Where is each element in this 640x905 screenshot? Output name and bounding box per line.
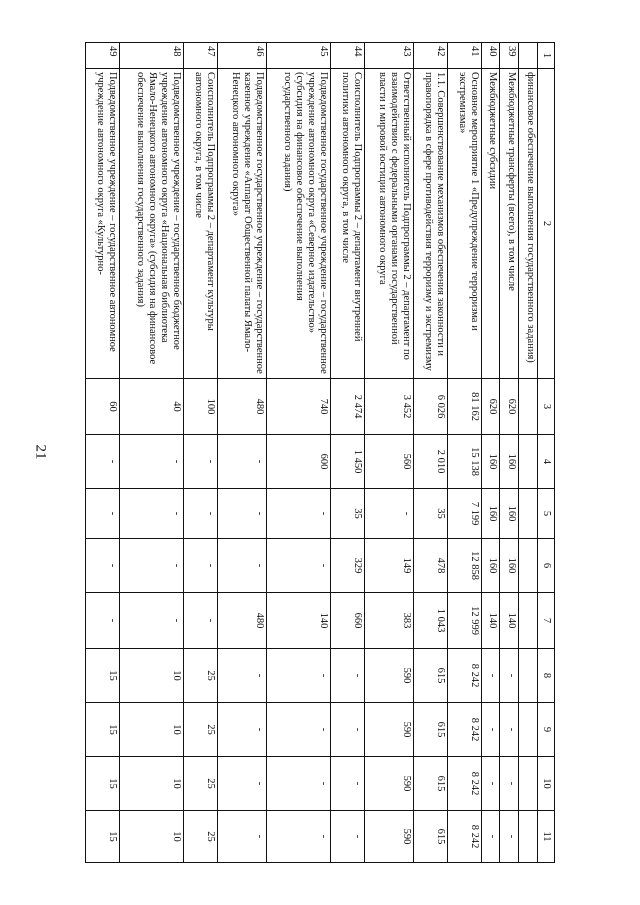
value-cell: 81 162	[447, 379, 481, 435]
row-name: Межбюджетные трансферты (всего), в том числе	[500, 69, 519, 379]
value-cell: 8 242	[447, 757, 481, 811]
row-name: Соисполнитель Подпрограммы 2 – департамент культуры автономного округа, в том числе	[184, 69, 218, 379]
budget-table	[85, 42, 555, 863]
value-cell: 740	[266, 379, 330, 435]
value-cell: -	[184, 539, 218, 593]
table-row	[217, 43, 266, 863]
value-cell: 383	[364, 593, 413, 649]
column-header: 3	[538, 379, 555, 435]
row-name: финансовое обеспечение выполнения государственного задания)	[519, 69, 538, 379]
table-row	[413, 43, 447, 863]
value-cell: 615	[413, 757, 447, 811]
value-cell: 6 026	[413, 379, 447, 435]
value-cell: 10	[119, 757, 183, 811]
value-cell: 329	[330, 539, 364, 593]
row-name: Подведомственное государственное учреждение – государственное казенное учреждение «Аппарат Общественной палаты Ямало-Ненецкого автономного округа»	[217, 69, 266, 379]
rotated-table-wrapper	[85, 42, 555, 862]
value-cell: 160	[500, 489, 519, 539]
value-cell: 35	[330, 489, 364, 539]
column-header: 10	[538, 757, 555, 811]
column-header: 1	[538, 43, 555, 69]
value-cell: -	[119, 539, 183, 593]
value-cell: -	[184, 435, 218, 489]
value-cell	[519, 757, 538, 811]
value-cell: -	[217, 811, 266, 863]
value-cell: -	[500, 811, 519, 863]
value-cell: -	[217, 489, 266, 539]
value-cell: 480	[217, 379, 266, 435]
value-cell: 15	[86, 703, 120, 757]
value-cell: 10	[119, 811, 183, 863]
value-cell: 8 242	[447, 811, 481, 863]
table-row	[364, 43, 413, 863]
row-name: Подведомственное государственное учреждение – государственное учреждение автономного округа «Северное издательство» (субсидия на финансовое обеспечение выполнения государственного задания)	[266, 69, 330, 379]
value-cell: 615	[413, 811, 447, 863]
value-cell	[519, 539, 538, 593]
value-cell: -	[481, 649, 500, 703]
value-cell: -	[266, 539, 330, 593]
row-name: 1.1. Совершенствование механизмов обеспечения законности и правопорядка в сфере противодействия терроризму и экстремизму	[413, 69, 447, 379]
table-row	[266, 43, 330, 863]
value-cell: 620	[500, 379, 519, 435]
value-cell: -	[217, 435, 266, 489]
value-cell: 480	[217, 593, 266, 649]
row-name: Ответственный исполнитель Подпрограммы 2 – департамент по взаимодействию с федеральными органами государственной власти и мировой юстиции автономного округа	[364, 69, 413, 379]
value-cell: -	[500, 649, 519, 703]
value-cell: 2 010	[413, 435, 447, 489]
value-cell: -	[217, 757, 266, 811]
value-cell: -	[217, 703, 266, 757]
value-cell	[519, 379, 538, 435]
value-cell: 60	[86, 379, 120, 435]
table-row	[481, 43, 500, 863]
value-cell: -	[119, 593, 183, 649]
value-cell: 590	[364, 811, 413, 863]
value-cell: -	[184, 489, 218, 539]
value-cell: 590	[364, 703, 413, 757]
value-cell: 1 043	[413, 593, 447, 649]
column-header: 8	[538, 649, 555, 703]
table-row	[119, 43, 183, 863]
row-number: 45	[266, 43, 330, 69]
value-cell: 160	[481, 539, 500, 593]
row-number: 48	[119, 43, 183, 69]
row-number: 46	[217, 43, 266, 69]
table-row	[86, 43, 120, 863]
value-cell: 478	[413, 539, 447, 593]
table-row	[447, 43, 481, 863]
value-cell	[519, 649, 538, 703]
row-number: 42	[413, 43, 447, 69]
row-number: 49	[86, 43, 120, 69]
value-cell: 140	[481, 593, 500, 649]
value-cell: 15	[86, 757, 120, 811]
value-cell: 100	[184, 379, 218, 435]
value-cell	[519, 593, 538, 649]
value-cell: 160	[500, 435, 519, 489]
value-cell: 149	[364, 539, 413, 593]
value-cell: 590	[364, 649, 413, 703]
value-cell: 10	[119, 703, 183, 757]
value-cell: -	[217, 649, 266, 703]
value-cell: 2 474	[330, 379, 364, 435]
value-cell: 15 138	[447, 435, 481, 489]
value-cell: 35	[413, 489, 447, 539]
value-cell: -	[266, 757, 330, 811]
value-cell: 25	[184, 757, 218, 811]
row-number: 39	[500, 43, 519, 69]
value-cell: 560	[364, 435, 413, 489]
value-cell	[519, 489, 538, 539]
value-cell	[519, 811, 538, 863]
value-cell: 660	[330, 593, 364, 649]
value-cell: -	[266, 811, 330, 863]
value-cell: 590	[364, 757, 413, 811]
value-cell: 620	[481, 379, 500, 435]
value-cell: -	[266, 649, 330, 703]
value-cell: -	[330, 649, 364, 703]
value-cell: -	[481, 811, 500, 863]
row-name: Подведомственное учреждение – государственное автономное учреждение автономного округа «Культурно-	[86, 69, 120, 379]
value-cell: 25	[184, 649, 218, 703]
value-cell: -	[330, 811, 364, 863]
row-name: Основное мероприятие 1 «Предупреждение терроризма и экстремизма»	[447, 69, 481, 379]
table-row	[184, 43, 218, 863]
row-number: 41	[447, 43, 481, 69]
column-header: 6	[538, 539, 555, 593]
value-cell: 600	[266, 435, 330, 489]
row-number	[519, 43, 538, 69]
row-number: 47	[184, 43, 218, 69]
value-cell: 160	[500, 539, 519, 593]
table-row	[500, 43, 519, 863]
value-cell: 12 999	[447, 593, 481, 649]
column-header: 7	[538, 593, 555, 649]
value-cell: 615	[413, 649, 447, 703]
value-cell: -	[481, 703, 500, 757]
value-cell: 15	[86, 811, 120, 863]
table-row	[519, 43, 538, 863]
row-name: Соисполнитель Подпрограммы 2 – департамент внутренней политики автономного округа, в том числе	[330, 69, 364, 379]
value-cell: -	[184, 593, 218, 649]
value-cell: -	[119, 435, 183, 489]
value-cell: 15	[86, 649, 120, 703]
value-cell: 40	[119, 379, 183, 435]
value-cell	[519, 703, 538, 757]
value-cell: -	[86, 539, 120, 593]
value-cell: 3 452	[364, 379, 413, 435]
value-cell: -	[500, 703, 519, 757]
row-number: 44	[330, 43, 364, 69]
value-cell: 615	[413, 703, 447, 757]
value-cell: -	[217, 539, 266, 593]
column-header: 2	[538, 69, 555, 379]
column-header: 9	[538, 703, 555, 757]
value-cell: 10	[119, 649, 183, 703]
value-cell: 160	[481, 435, 500, 489]
value-cell: -	[364, 489, 413, 539]
value-cell: 140	[500, 593, 519, 649]
value-cell: -	[330, 757, 364, 811]
value-cell: 7 199	[447, 489, 481, 539]
value-cell: 25	[184, 703, 218, 757]
column-header: 11	[538, 811, 555, 863]
value-cell: 140	[266, 593, 330, 649]
column-header: 4	[538, 435, 555, 489]
value-cell: -	[86, 435, 120, 489]
value-cell: 25	[184, 811, 218, 863]
row-name: Подведомственное учреждение – государственное бюджетное учреждение автономного округа «Национальная библиотека Ямало-Ненецкого автономного округа» (субсидия на финансовое обеспечение выполнения государственного задания)	[119, 69, 183, 379]
value-cell: -	[119, 489, 183, 539]
row-number: 43	[364, 43, 413, 69]
row-number: 40	[481, 43, 500, 69]
value-cell: -	[500, 757, 519, 811]
value-cell: 160	[481, 489, 500, 539]
table-row	[330, 43, 364, 863]
value-cell: -	[266, 489, 330, 539]
value-cell: -	[481, 757, 500, 811]
value-cell: 1 450	[330, 435, 364, 489]
column-header: 5	[538, 489, 555, 539]
value-cell	[519, 435, 538, 489]
table-header-row	[538, 43, 555, 863]
value-cell: 8 242	[447, 703, 481, 757]
value-cell: -	[86, 489, 120, 539]
page-number: 21	[32, 444, 49, 460]
value-cell: 12 858	[447, 539, 481, 593]
value-cell: -	[266, 703, 330, 757]
row-name: Межбюджетные субсидии	[481, 69, 500, 379]
value-cell: -	[330, 703, 364, 757]
value-cell: 8 242	[447, 649, 481, 703]
value-cell: -	[86, 593, 120, 649]
